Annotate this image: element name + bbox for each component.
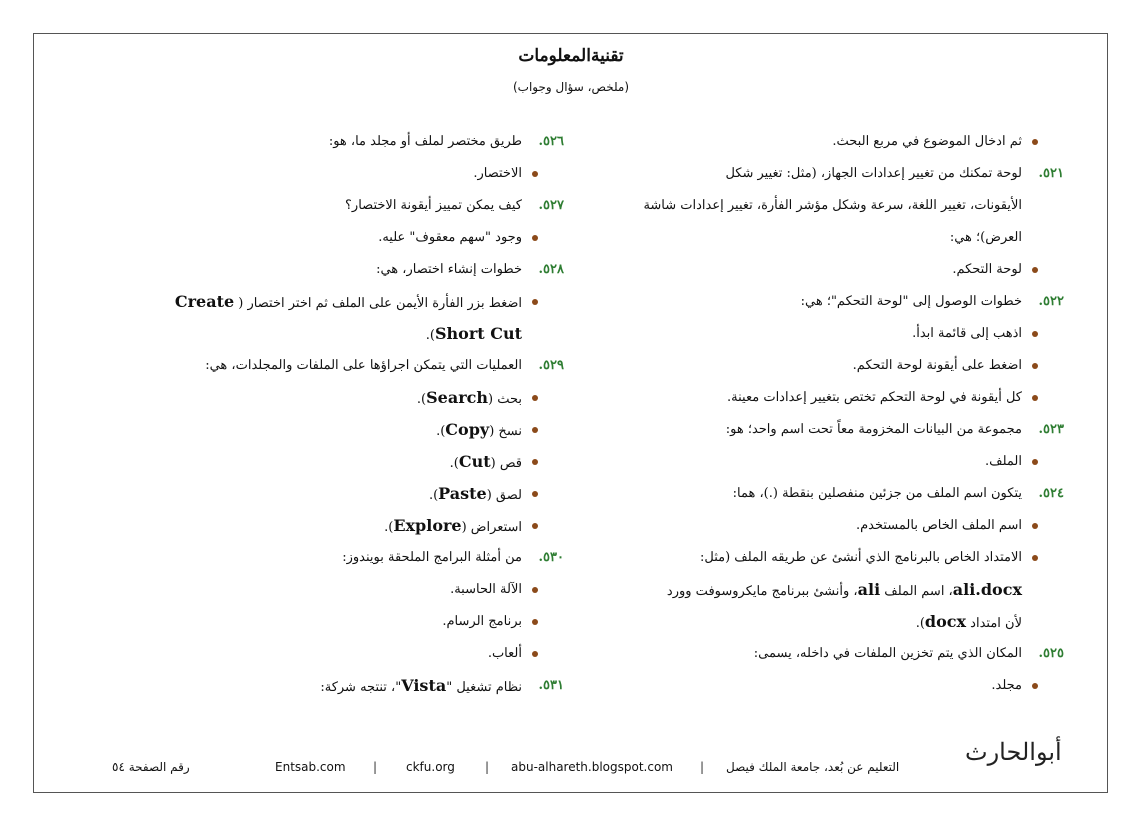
bullet-icon — [532, 427, 538, 433]
question-number: ٥٢٦. — [538, 134, 564, 149]
item-text: لأن امتداد docx). — [915, 612, 1022, 631]
bullet-icon — [1032, 683, 1038, 689]
answer-bullet — [602, 254, 1022, 286]
question-item — [602, 478, 1064, 510]
question-number: ٥٣٠. — [538, 550, 564, 565]
text-continuation — [602, 190, 1022, 222]
author-logo: أبوالحارث — [965, 738, 1062, 766]
item-text: نسخ (Copy). — [436, 420, 522, 439]
item-text: خطوات الوصول إلى "لوحة التحكم"؛ هي: — [800, 294, 1022, 309]
answer-bullet — [102, 414, 522, 446]
question-number: ٥٢٣. — [1038, 422, 1064, 437]
item-text: من أمثلة البرامج الملحقة بويندوز: — [342, 550, 522, 565]
page-subtitle: (ملخص، سؤال وجواب) — [512, 80, 630, 94]
page-number: رقم الصفحة ٥٤ — [112, 760, 190, 774]
item-text: نظام تشغيل "Vista"، تنتجه شركة: — [320, 676, 522, 695]
answer-bullet — [102, 286, 522, 318]
item-text: وجود "سهم معقوف" عليه. — [378, 230, 522, 245]
item-text: الاختصار. — [473, 166, 522, 181]
question-number: ٥٢٨. — [538, 262, 564, 277]
item-text: مجموعة من البيانات المخزومة معاً تحت اسم واحد؛ هو: — [725, 422, 1022, 437]
footer-university: التعليم عن بُعد، جامعة الملك فيصل — [726, 760, 900, 774]
footer-separator: | — [373, 760, 378, 774]
item-text: اضغط بزر الفأرة الأيمن على الملف ثم اختر اختصار ( Create — [174, 292, 522, 311]
question-number: ٥٢٤. — [1038, 486, 1064, 501]
footer-separator: | — [485, 760, 490, 774]
question-item — [602, 638, 1064, 670]
text-continuation — [602, 606, 1022, 638]
item-text: المكان الذي يتم تخزين الملفات في داخله، يسمى: — [753, 646, 1022, 661]
answer-bullet — [102, 478, 522, 510]
item-text: الأيقونات، تغيير اللغة، سرعة وشكل مؤشر الفأرة، تغيير إعدادات شاشة — [643, 198, 1022, 213]
item-text: لوحة التحكم. — [952, 262, 1022, 277]
answer-bullet — [602, 126, 1022, 158]
item-text: خطوات إنشاء اختصار، هي: — [376, 262, 522, 277]
answer-bullet — [602, 542, 1022, 574]
item-text: كل أيقونة في لوحة التحكم تختص بتغيير إعدادات معينة. — [727, 390, 1022, 405]
question-item — [102, 190, 564, 222]
question-number: ٥٣١. — [538, 678, 564, 693]
footer-link-entsab[interactable]: Entsab.com — [275, 760, 346, 774]
item-text: مجلد. — [991, 678, 1022, 693]
left-column — [102, 126, 564, 702]
answer-bullet — [602, 446, 1022, 478]
answer-bullet — [102, 638, 522, 670]
bullet-icon — [532, 459, 538, 465]
question-item — [102, 542, 564, 574]
question-item — [602, 286, 1064, 318]
question-number: ٥٢٧. — [538, 198, 564, 213]
bullet-icon — [1032, 459, 1038, 465]
item-text: ali.docx، اسم الملف ali، وأنشئ ببرنامج مايكروسوفت وورد — [666, 580, 1022, 599]
bullet-icon — [532, 235, 538, 241]
item-text: Short Cut). — [425, 324, 522, 343]
item-text: ألعاب. — [487, 646, 522, 661]
question-number: ٥٢٢. — [1038, 294, 1064, 309]
item-text: لصق (Paste). — [428, 484, 522, 503]
item-text: الامتداد الخاص بالبرنامج الذي أنشئ عن طريقه الملف (مثل: — [699, 550, 1022, 565]
bullet-icon — [532, 491, 538, 497]
item-text: برنامج الرسام. — [442, 614, 522, 629]
item-text: قص (Cut). — [449, 452, 522, 471]
answer-bullet — [102, 222, 522, 254]
question-number: ٥٢٩. — [538, 358, 564, 373]
bullet-icon — [532, 587, 538, 593]
item-text: العرض)؛ هي: — [949, 230, 1022, 245]
bullet-icon — [1032, 523, 1038, 529]
question-item — [102, 126, 564, 158]
item-text: بحث (Search). — [416, 388, 522, 407]
answer-bullet — [602, 382, 1022, 414]
bullet-icon — [532, 299, 538, 305]
item-text: يتكون اسم الملف من جزئين منفصلين بنقطة (.)، هما: — [732, 486, 1022, 501]
item-text: طريق مختصر لملف أو مجلد ما، هو: — [328, 134, 522, 149]
footer-link-blog[interactable]: abu-alhareth.blogspot.com — [511, 760, 673, 774]
item-text: استعراض (Explore). — [384, 516, 522, 535]
question-number: ٥٢٥. — [1038, 646, 1064, 661]
bullet-icon — [1032, 267, 1038, 273]
text-continuation — [602, 574, 1022, 606]
bullet-icon — [532, 523, 538, 529]
footer-link-ckfu[interactable]: ckfu.org — [406, 760, 455, 774]
text-continuation — [102, 318, 522, 350]
bullet-icon — [532, 619, 538, 625]
bullet-icon — [1032, 395, 1038, 401]
answer-bullet — [102, 574, 522, 606]
answer-bullet — [602, 318, 1022, 350]
answer-bullet — [102, 158, 522, 190]
item-text: الآلة الحاسبة. — [450, 582, 522, 597]
question-item — [102, 670, 564, 702]
answer-bullet — [102, 446, 522, 478]
answer-bullet — [602, 510, 1022, 542]
bullet-icon — [1032, 139, 1038, 145]
page-title: تقنيةالمعلومات — [518, 46, 624, 66]
item-text: كيف يمكن تمييز أيقونة الاختصار؟ — [345, 198, 522, 213]
answer-bullet — [102, 382, 522, 414]
footer-separator: | — [700, 760, 705, 774]
question-item — [602, 414, 1064, 446]
question-number: ٥٢١. — [1038, 166, 1064, 181]
answer-bullet — [602, 350, 1022, 382]
answer-bullet — [102, 510, 522, 542]
right-column — [602, 126, 1064, 702]
item-text: لوحة تمكنك من تغيير إعدادات الجهاز، (مثل: تغيير شكل — [725, 166, 1022, 181]
bullet-icon — [1032, 331, 1038, 337]
item-text: العمليات التي يتمكن اجراؤها على الملفات والمجلدات، هي: — [205, 358, 522, 373]
bullet-icon — [1032, 363, 1038, 369]
answer-bullet — [602, 670, 1022, 702]
question-item — [602, 158, 1064, 190]
item-text: اضغط على أيقونة لوحة التحكم. — [852, 358, 1022, 373]
bullet-icon — [532, 395, 538, 401]
item-text: اذهب إلى قائمة ابدأ. — [912, 326, 1022, 341]
item-text: ثم ادخال الموضوع في مربع البحث. — [832, 134, 1022, 149]
bullet-icon — [532, 651, 538, 657]
question-item — [102, 254, 564, 286]
item-text: الملف. — [985, 454, 1022, 469]
answer-bullet — [102, 606, 522, 638]
bullet-icon — [1032, 555, 1038, 561]
item-text: اسم الملف الخاص بالمستخدم. — [855, 518, 1022, 533]
question-item — [102, 350, 564, 382]
bullet-icon — [532, 171, 538, 177]
text-continuation — [602, 222, 1022, 254]
